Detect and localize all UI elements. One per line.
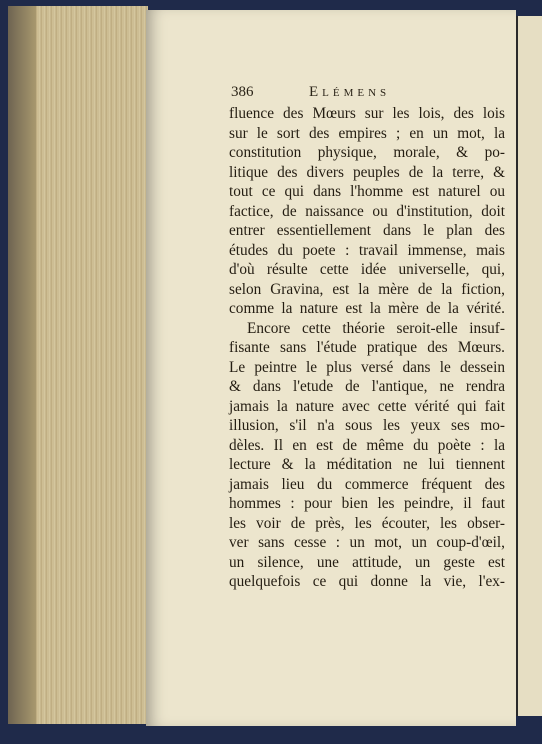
text-line: Le peintre le plus versé dans le dessein [229,358,505,376]
text-line: jamais lieu du commerce fréquent des [229,475,505,493]
text-line: constitution physique, morale, & po- [229,144,505,161]
book-spine-shadow [8,6,36,724]
text-line: dèles. Il en est de même du poète : la [229,436,505,454]
running-title: Elémens [309,84,391,100]
text-line: ver sans cesse : un mot, un coup-d'œil, [229,534,505,551]
text-line: litique des divers peuples de la terre, & [229,163,505,181]
text-line: jamais la nature avec cette vérité qui fait [229,397,505,415]
text-line: hommes : pour bien les peindre, il faut [229,495,505,512]
text-line: d'où résulte cette idée universelle, qui, [229,261,505,278]
text-line: les voir de près, les écouter, les obser- [229,514,505,532]
text-line: quelquefois ce qui donne la vie, l'ex- [229,573,505,590]
text-line: & dans l'etude de l'antique, ne rendra [229,378,505,395]
text-line: illusion, s'il n'a sous les yeux ses mo- [229,417,505,434]
text-line: sur le sort des empires ; en un mot, la [229,124,505,142]
page-header [231,84,511,106]
page-number: 386 [231,84,254,100]
book-page-edges [8,6,148,724]
text-line: selon Gravina, est la mère de la fiction, [229,280,505,298]
text-line: un silence, une attitude, un geste est [229,553,505,571]
text-line: fluence des Mœurs sur les lois, des lois [229,105,505,122]
text-line: factice, de naissance ou d'institution, doit [229,202,505,220]
text-line: comme la nature est la mère de la vérité. [229,300,505,317]
text-line: entrer essentiellement dans le plan des [229,222,505,239]
body-text [229,104,505,592]
text-line: lecture & la méditation ne lui tiennent [229,456,505,473]
text-line: fisante sans l'étude pratique des Mœurs. [229,339,505,356]
text-line: études du poete : travail immense, mais [229,241,505,259]
text-line: tout ce qui dans l'homme est naturel ou [229,183,505,200]
text-line: Encore cette théorie seroit-elle insuf- [247,319,505,337]
next-page-edge [516,16,542,716]
